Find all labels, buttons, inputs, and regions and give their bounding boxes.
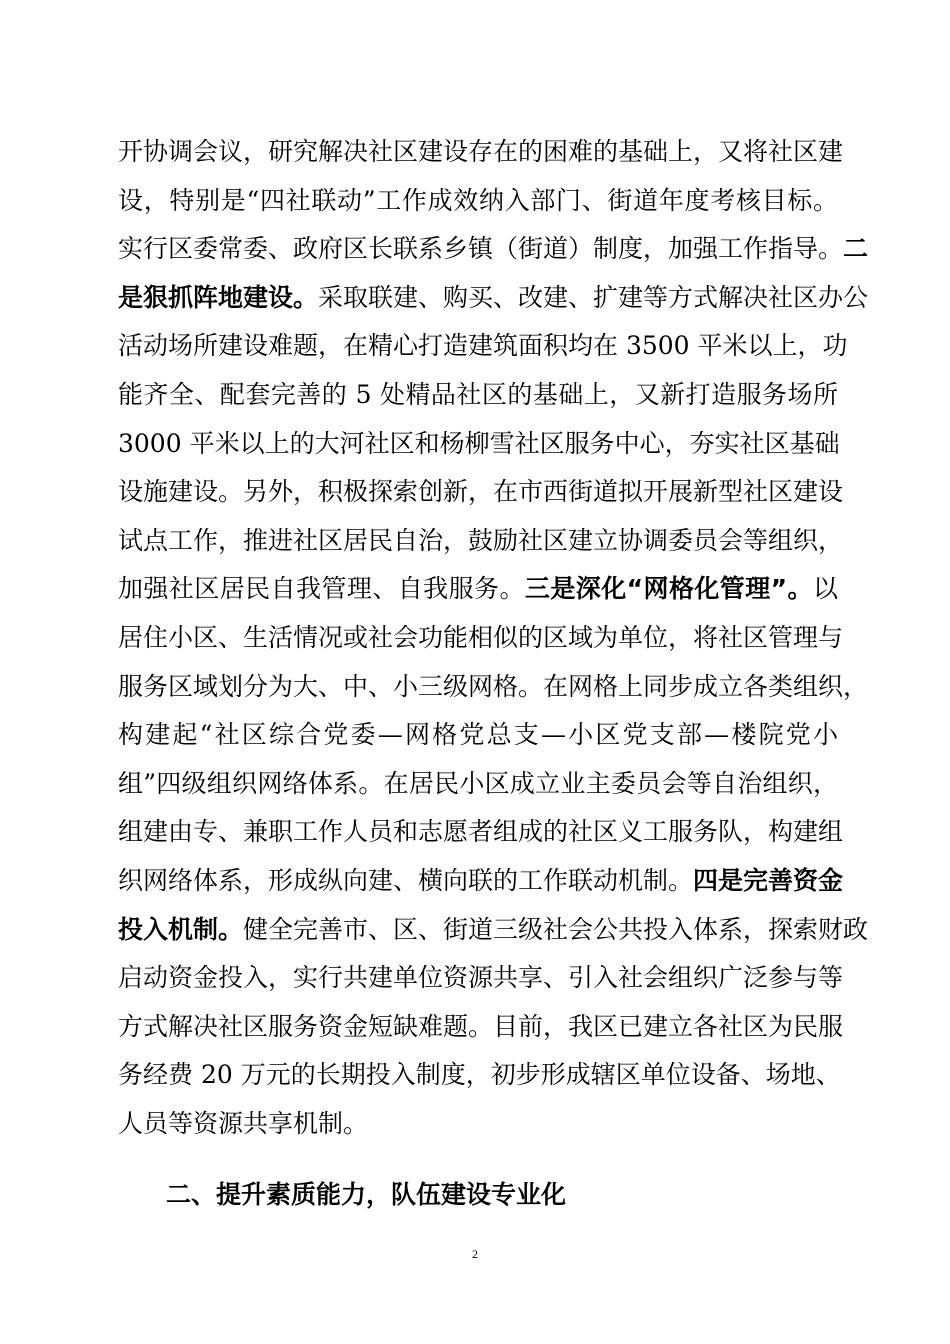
text-line [118, 808, 844, 857]
bold-text-segment: 是狠抓阵地建设。 [118, 282, 319, 312]
text-segment: 健全完善市、区、街道三级社会公共投入体系，探索财政 [243, 914, 869, 944]
text-line [118, 371, 838, 420]
text-segment: 能齐全、配套完善的 5 处精品社区的基础上，又新打造服务场所 [118, 379, 838, 409]
text-segment: 居住小区、生活情况或社会功能相似的区域为单位，将社区管理与 [118, 622, 844, 652]
text-segment: 活动场所建设难题，在精心打造建筑面积均在 3500 平米以上，功 [118, 331, 848, 361]
text-segment: 开协调会议，研究解决社区建设存在的困难的基础上，又将社区建 [118, 137, 844, 166]
text-segment: 织网络体系，形成纵向建、横向联的工作联动机制。 [118, 865, 694, 895]
section-heading: 二、提升素质能力，队伍建设专业化 [166, 1180, 567, 1209]
text-segment: 人员等资源共享机制。 [118, 1108, 369, 1138]
text-line [118, 906, 869, 955]
text-segment: 组”四级组织网络体系。在居民小区成立业主委员会等自治组织， [118, 768, 838, 798]
text-segment: 构建起“社区综合党委—网格党总支—小区党支部—楼院党小 [118, 720, 838, 750]
bold-text-segment: 四是完善资金 [693, 865, 844, 895]
text-segment: 采取联建、购买、改建、扩建等方式解决社区办公 [318, 282, 869, 312]
text-line [118, 614, 844, 663]
text-line [118, 663, 869, 712]
text-segment: 以 [812, 574, 838, 604]
text-segment: 设施建设。另外，积极探索创新，在市西街道拟开展新型社区建设 [118, 477, 844, 507]
text-line [118, 1003, 844, 1052]
text-line [118, 711, 838, 760]
text-line [118, 177, 838, 226]
text-segment: 实行区委常委、政府区长联系乡镇（街道）制度，加强工作指导。 [118, 234, 844, 264]
text-line [118, 420, 838, 469]
text-line [118, 468, 844, 517]
text-segment: 加强社区居民自我管理、自我服务。 [118, 574, 525, 604]
text-line [118, 760, 838, 809]
bold-text-segment: 二 [843, 234, 869, 264]
bold-text-segment: 三是深化“网格化管理”。 [524, 574, 813, 604]
text-segment: 服务区域划分为大、中、小三级网格。在网格上同步成立各类组织， [118, 671, 869, 701]
text-line [118, 322, 848, 371]
text-segment: 设，特别是“四社联动”工作成效纳入部门、街道年度考核目标。 [118, 185, 838, 215]
text-line [118, 274, 869, 323]
text-line [118, 517, 844, 566]
text-segment: 组建由专、兼职工作人员和志愿者组成的社区义工服务队，构建组 [118, 817, 844, 847]
text-line [118, 954, 844, 1003]
text-line [118, 225, 869, 274]
text-segment: 务经费 20 万元的长期投入制度，初步形成辖区单位设备、场地、 [118, 1060, 841, 1090]
text-segment: 方式解决社区服务资金短缺难题。目前，我区已建立各社区为民服 [118, 1011, 844, 1041]
text-line [118, 565, 838, 614]
text-segment: 3000 平米以上的大河社区和杨柳雪社区服务中心，夯实社区基础 [118, 428, 840, 458]
text-segment: 启动资金投入，实行共建单位资源共享、引入社会组织广泛参与等 [118, 963, 844, 993]
bold-text-segment: 投入机制。 [118, 914, 244, 944]
text-line [118, 1051, 841, 1100]
text-line [118, 128, 844, 177]
text-line [118, 857, 844, 906]
text-segment: 试点工作，推进社区居民自治，鼓励社区建立协调委员会等组织， [118, 525, 844, 555]
text-line [118, 1100, 838, 1149]
page-number: 2 [472, 1247, 478, 1261]
body-paragraph [118, 128, 869, 1148]
